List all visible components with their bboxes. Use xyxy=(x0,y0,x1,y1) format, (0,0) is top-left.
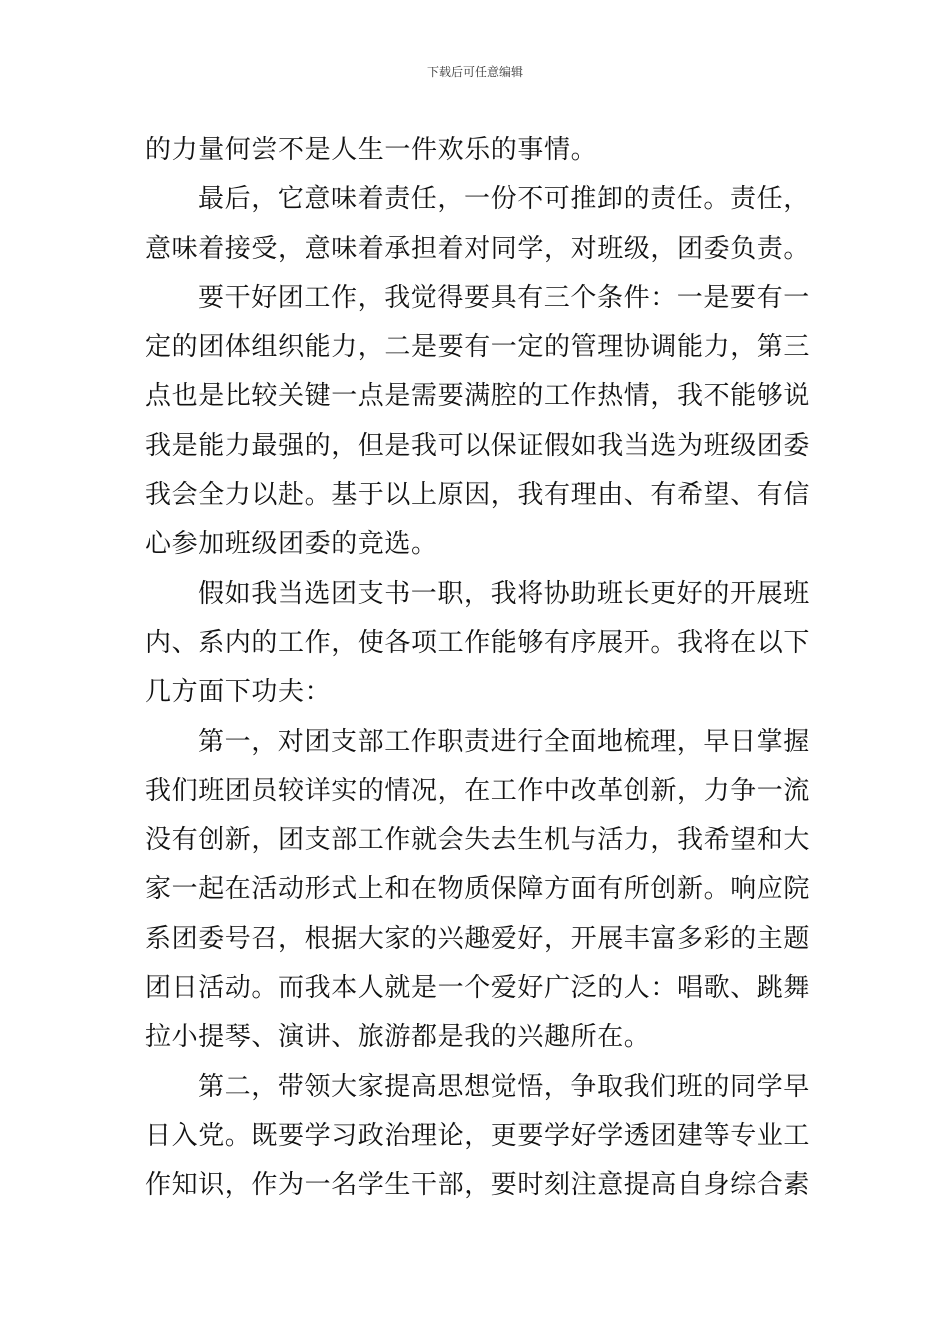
text-line: 几方面下功夫： xyxy=(145,677,332,708)
text-line: 假如我当选团支书一职，我将协助班长更好的开展班 xyxy=(198,578,810,609)
text-line: 我是能力最强的，但是我可以保证假如我当选为班级团委 xyxy=(145,430,811,461)
body-text xyxy=(145,126,810,1211)
text-line: 日入党。既要学习政治理论，更要学好学透团建等专业工 xyxy=(145,1120,811,1151)
text-line: 作知识，作为一名学生干部，要时刻注意提高自身综合素 xyxy=(145,1170,811,1201)
text-line: 家一起在活动形式上和在物质保障方面有所创新。响应院 xyxy=(145,874,811,905)
text-line: 我会全力以赴。基于以上原因，我有理由、有希望、有信 xyxy=(145,480,811,511)
text-line: 没有创新，团支部工作就会失去生机与活力，我希望和大 xyxy=(145,825,811,856)
text-line: 意味着接受，意味着承担着对同学，对班级，团委负责。 xyxy=(145,233,811,264)
text-line: 点也是比较关键一点是需要满腔的工作热情，我不能够说 xyxy=(145,381,811,412)
text-line: 拉小提琴、演讲、旅游都是我的兴趣所在。 xyxy=(145,1022,651,1053)
page-header: 下载后可任意编辑 xyxy=(426,65,523,79)
text-line: 团日活动。而我本人就是一个爱好广泛的人：唱歌、跳舞 xyxy=(145,973,811,1004)
text-line: 要干好团工作，我觉得要具有三个条件：一是要有一 xyxy=(198,282,810,313)
text-line: 内、系内的工作，使各项工作能够有序展开。我将在以下 xyxy=(145,627,811,658)
text-line: 第二，带领大家提高思想觉悟，争取我们班的同学早 xyxy=(198,1071,810,1102)
text-line: 心参加班级团委的竞选。 xyxy=(145,529,438,560)
text-line: 系团委号召，根据大家的兴趣爱好，开展丰富多彩的主题 xyxy=(145,923,811,954)
text-line: 最后，它意味着责任，一份不可推卸的责任。责任， xyxy=(198,184,810,215)
text-line: 第一，对团支部工作职责进行全面地梳理，早日掌握 xyxy=(198,726,810,757)
text-line: 的力量何尝不是人生一件欢乐的事情。 xyxy=(145,135,598,165)
text-line: 定的团体组织能力，二是要有一定的管理协调能力，第三 xyxy=(145,332,811,363)
text-line: 我们班团员较详实的情况，在工作中改革创新，力争一流 xyxy=(145,775,811,806)
